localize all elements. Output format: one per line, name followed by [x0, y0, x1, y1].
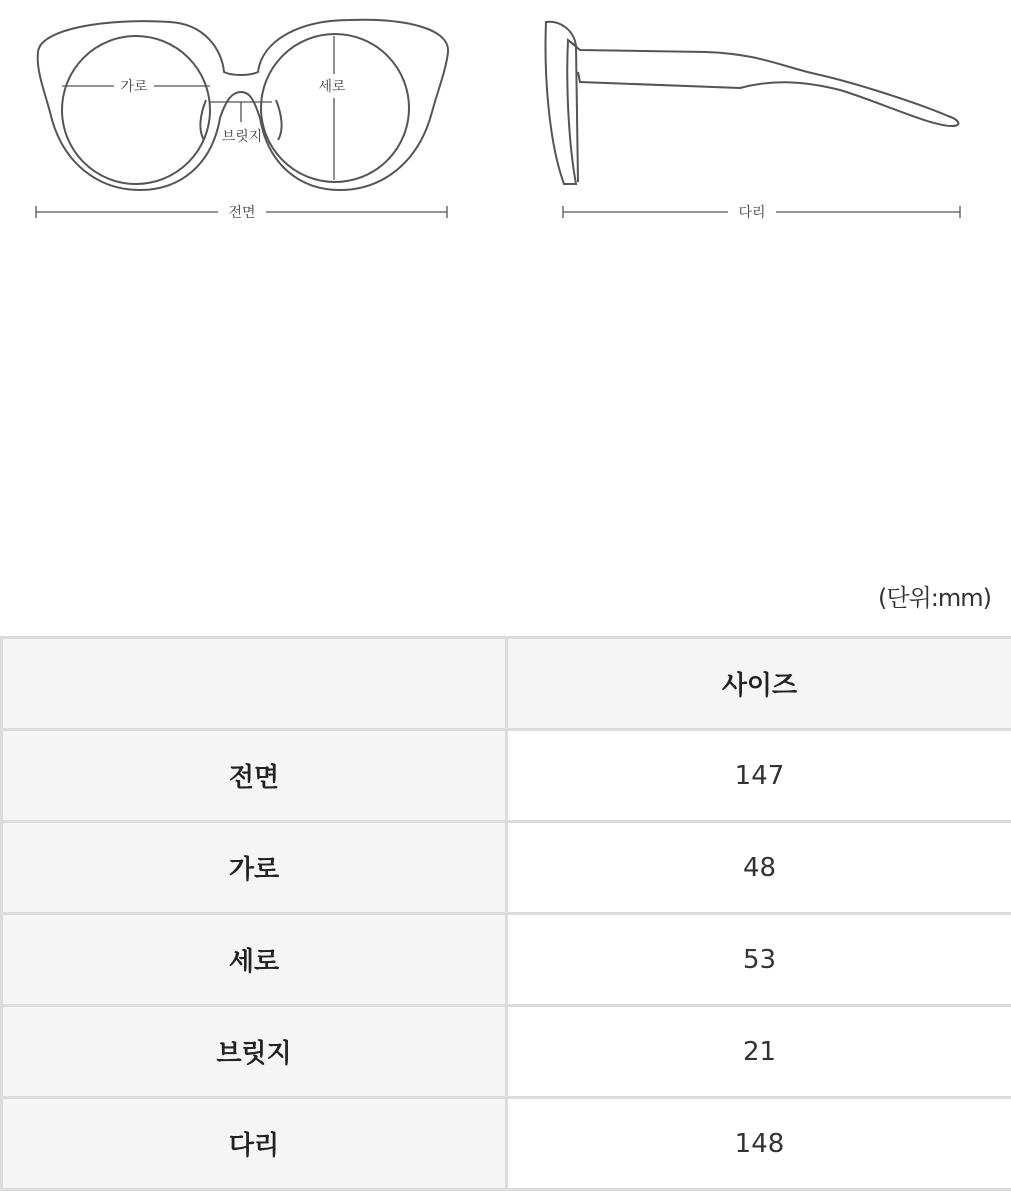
table-row [2, 1098, 1011, 1190]
row-label: 다리 [2, 1098, 507, 1190]
row-value: 53 [507, 914, 1011, 1006]
row-value: 21 [507, 1006, 1011, 1098]
table-header-empty [2, 638, 507, 730]
table-row [2, 822, 1011, 914]
row-value: 148 [507, 1098, 1011, 1190]
table-row [2, 730, 1011, 822]
front-view [38, 20, 448, 190]
glasses-diagram [0, 0, 1011, 240]
row-value: 48 [507, 822, 1011, 914]
row-label: 세로 [2, 914, 507, 1006]
front-height-label: 세로 [318, 79, 346, 95]
row-label: 브릿지 [2, 1006, 507, 1098]
table-row [2, 1006, 1011, 1098]
left-lens [62, 36, 210, 184]
row-label: 전면 [2, 730, 507, 822]
side-temple-label: 다리 [738, 205, 766, 221]
front-total-label: 전면 [228, 205, 256, 221]
table-row [2, 914, 1011, 1006]
row-value: 147 [507, 730, 1011, 822]
row-label: 가로 [2, 822, 507, 914]
front-bridge-label: 브릿지 [221, 129, 263, 145]
side-view [546, 22, 959, 184]
side-frame-front [546, 22, 576, 184]
size-table [0, 636, 1011, 1191]
right-nose-pad [276, 100, 282, 140]
side-hinge [576, 46, 578, 182]
table-header-size: 사이즈 [507, 638, 1011, 730]
side-temple [568, 40, 958, 126]
right-lens [261, 34, 409, 182]
unit-note: (단위:mm) [878, 584, 991, 612]
table-header-row [2, 638, 1011, 730]
front-width-label: 가로 [120, 79, 148, 95]
